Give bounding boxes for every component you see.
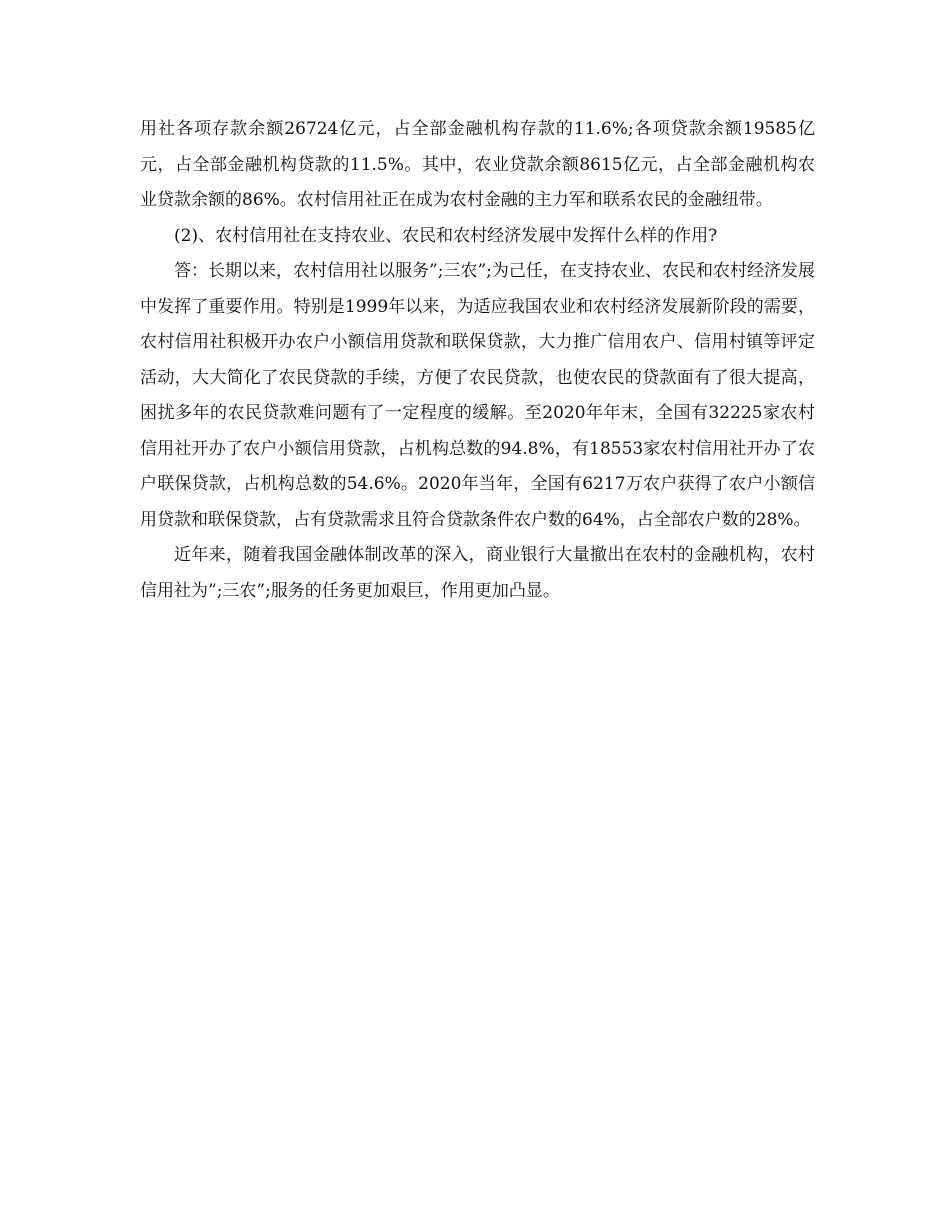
document-body bbox=[140, 112, 815, 609]
paragraph-deposit-loan-stats: 用社各项存款余额26724亿元，占全部金融机构存款的11.6%;各项贷款余额19585亿元，占全部金融机构贷款的11.5%。其中，农业贷款余额8615亿元，占全部金融机构农业贷款余额的86%。农村信用社正在成为农村金融的主力军和联系农民的金融纽带。 bbox=[140, 119, 815, 210]
paragraph-answer: 答：长期以来，农村信用社以服务”;三农”;为己任，在支持农业、农民和农村经济发展中发挥了重要作用。特别是1999年以来，为适应我国农业和农村经济发展新阶段的需要，农村信用社积极开办农户小额信用贷款和联保贷款，大力推广信用农户、信用村镇等评定活动，大大简化了农民贷款的手续，方便了农民贷款，也使农民的贷款面有了很大提高，困扰多年的农民贷款难问题有了一定程度的缓解。至2020年年末，全国有32225家农村信用社开办了农户小额信用贷款，占机构总数的94.8%，有18553家农村信用社开办了农户联保贷款，占机构总数的54.6%。2020年当年，全国有6217万农户获得了农户小额信用贷款和联保贷款，占有贷款需求且符合贷款条件农户数的64%，占全部农户数的28%。 bbox=[140, 261, 815, 530]
paragraph-question-2: (2)、农村信用社在支持农业、农民和农村经济发展中发挥什么样的作用? bbox=[174, 225, 718, 246]
paragraph-recent-years: 近年来，随着我国金融体制改革的深入，商业银行大量撤出在农村的金融机构，农村信用社为”;三农”;服务的任务更加艰巨，作用更加凸显。 bbox=[140, 545, 815, 601]
